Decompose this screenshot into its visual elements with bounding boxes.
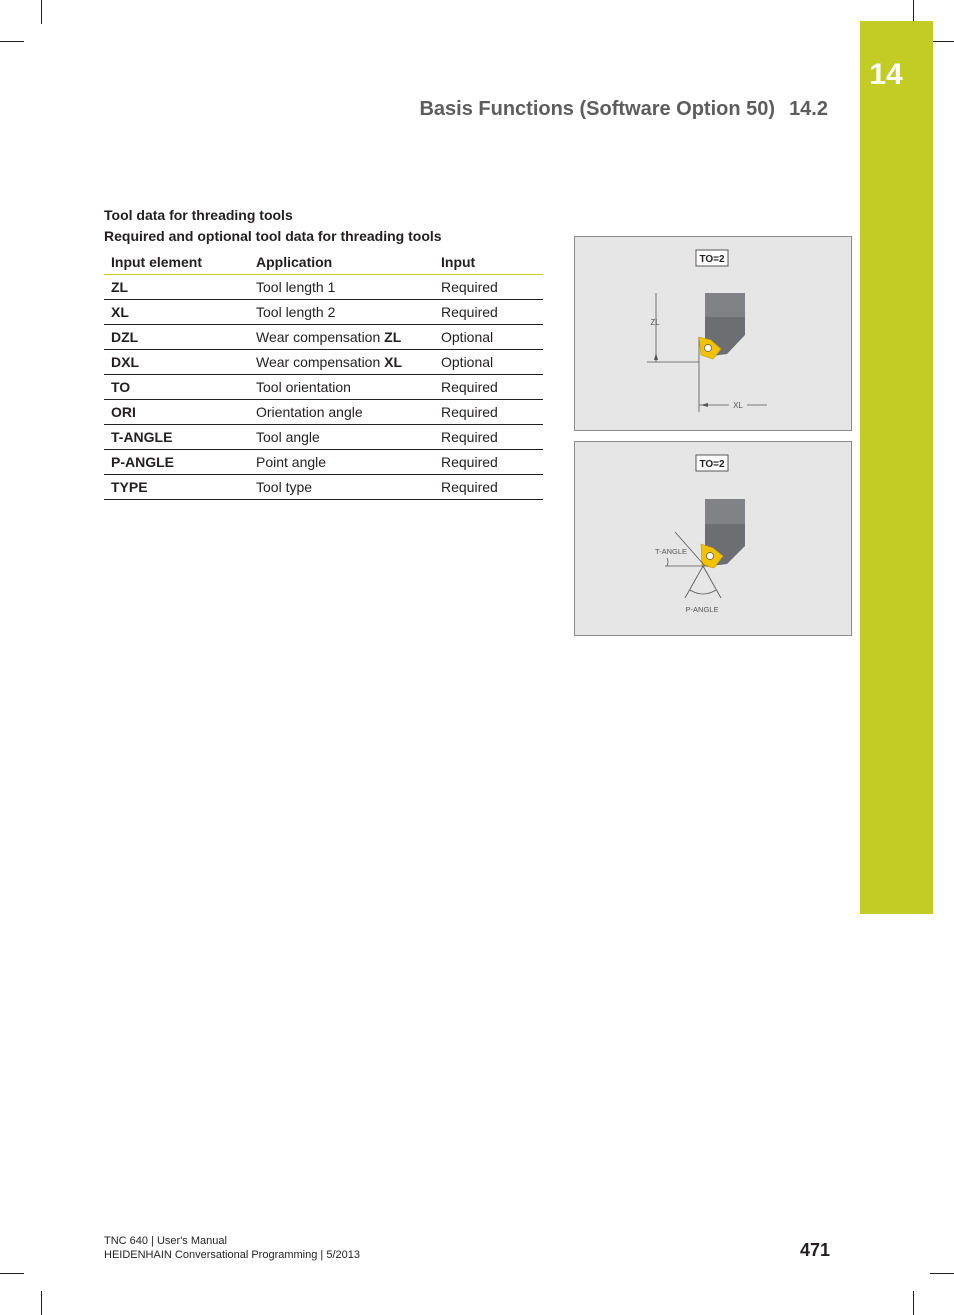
column-header: Input [434, 249, 543, 275]
input-element-cell: XL [104, 300, 249, 325]
footer-line-2: HEIDENHAIN Conversational Programming | 5/2013 [104, 1249, 360, 1261]
input-cell: Optional [434, 350, 543, 375]
input-cell: Required [434, 300, 543, 325]
p-angle-line-left [685, 566, 703, 598]
application-cell: Wear compensation ZL [249, 325, 434, 350]
footer-line-1: TNC 640 | User's Manual [104, 1235, 227, 1247]
application-cell: Point angle [249, 450, 434, 475]
application-cell: Wear compensation XL [249, 350, 434, 375]
p-angle-line-right [703, 566, 721, 598]
xl-label: XL [733, 401, 743, 410]
input-cell: Required [434, 375, 543, 400]
table-row [104, 450, 543, 475]
table-row [104, 300, 543, 325]
table-header-row [104, 249, 543, 275]
input-element-cell: P-ANGLE [104, 450, 249, 475]
table-row [104, 325, 543, 350]
xl-arrow-icon [701, 403, 708, 407]
to-badge-label: TO=2 [699, 254, 725, 265]
crop-mark [930, 41, 954, 42]
header-section: 14.2 [789, 98, 828, 120]
section-heading: Tool data for threading tools [104, 207, 293, 223]
table-caption: Required and optional tool data for threading tools [104, 228, 442, 244]
table-row [104, 400, 543, 425]
t-angle-label: T-ANGLE [654, 547, 688, 556]
input-element-cell: TO [104, 375, 249, 400]
crop-mark [0, 41, 24, 42]
page-number: 471 [799, 1240, 830, 1260]
tool-holder-top-shape [705, 293, 745, 317]
table-row [104, 350, 543, 375]
p-angle-label: P-ANGLE [685, 605, 719, 614]
input-cell: Required [434, 450, 543, 475]
input-cell: Optional [434, 325, 543, 350]
application-cell: Orientation angle [249, 400, 434, 425]
chapter-number: 14 [869, 58, 903, 91]
application-cell: Tool angle [249, 425, 434, 450]
to-badge-label: TO=2 [699, 459, 725, 470]
table-row [104, 475, 543, 500]
header-title: Basis Functions (Software Option 50) [419, 98, 776, 120]
crop-mark [930, 1273, 954, 1274]
input-cell: Required [434, 425, 543, 450]
insert-center-icon [707, 553, 714, 560]
tool-holder-top-shape [705, 499, 745, 524]
table-row [104, 425, 543, 450]
figure-tool-angles [574, 441, 852, 636]
input-cell: Required [434, 400, 543, 425]
figure-tool-lengths [574, 236, 852, 431]
application-cell: Tool length 2 [249, 300, 434, 325]
crop-mark [41, 1291, 42, 1315]
application-cell: Tool length 1 [249, 275, 434, 300]
input-element-cell: ZL [104, 275, 249, 300]
crop-mark [0, 1273, 24, 1274]
running-header [419, 98, 828, 121]
column-header: Input element [104, 249, 249, 275]
input-element-cell: ORI [104, 400, 249, 425]
table-row [104, 275, 543, 300]
crop-mark [41, 0, 42, 24]
t-angle-arc [667, 558, 668, 566]
p-angle-arc [690, 590, 716, 594]
tool-data-table [104, 249, 543, 500]
input-cell: Required [434, 475, 543, 500]
input-element-cell: T-ANGLE [104, 425, 249, 450]
column-header: Application [249, 249, 434, 275]
zl-arrow-icon [654, 353, 658, 360]
chapter-tab [860, 21, 933, 914]
input-element-cell: DXL [104, 350, 249, 375]
input-element-cell: TYPE [104, 475, 249, 500]
crop-mark [913, 1291, 914, 1315]
application-cell: Tool type [249, 475, 434, 500]
insert-center-icon [705, 345, 712, 352]
table-row [104, 375, 543, 400]
page-footer [104, 1234, 360, 1262]
input-element-cell: DZL [104, 325, 249, 350]
zl-label: ZL [650, 318, 660, 327]
input-cell: Required [434, 275, 543, 300]
application-cell: Tool orientation [249, 375, 434, 400]
